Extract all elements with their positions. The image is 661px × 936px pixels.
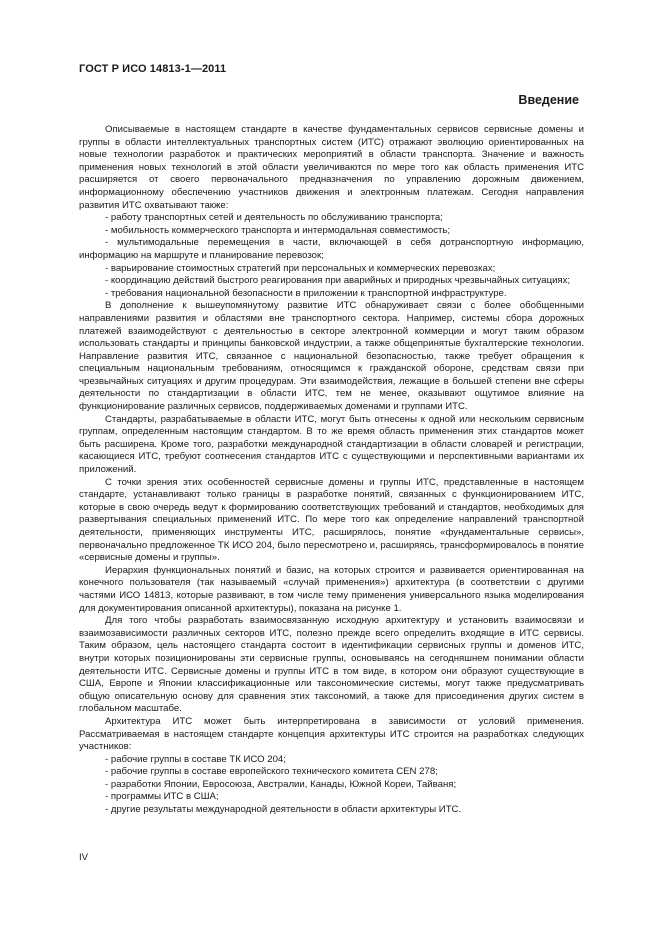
section-title: Введение (518, 93, 579, 107)
list-item: - рабочие группы в составе ТК ИСО 204; (105, 753, 286, 765)
list-item: - рабочие группы в составе европейского технического комитета CEN 278; (105, 766, 438, 778)
paragraph: Архитектура ИТС может быть интерпретирована в зависимости от условий применения. Рассматриваемая в настоящем стандарте концепция архитектуры ИТС строится на разработках следующих участников: (79, 715, 584, 753)
standard-header: ГОСТ Р ИСО 14813-1—2011 (79, 63, 227, 75)
paragraph: Для того чтобы разработать взаимосвязанную исходную архитектуру и установить взаимосвязи и взаимозависимости различных секторов ИТС, полезно прежде всего определить входящие в ИТС сервисы. Таким образом, цель настоящего стандарта состоит в идентификации сервисных группы и доменов ИТС, внутри которых позиционированы эти сервисные группы, основываясь на сегодняшнем понимании области деятельности ИТС. Сервисные домены и группы ИТС в том виде, в котором они образуют существующие в США, Европе и Японии классификационные или таксономические системы, могут также предусматривать общую описательную основу для сравнения этих таксономий, а также для присоединения других систем в глобальном масштабе. (79, 615, 584, 715)
bullet-list (79, 212, 584, 300)
list-item: - программы ИТС в США; (105, 791, 219, 803)
bullet-list (79, 754, 584, 817)
body-text (79, 124, 584, 817)
list-item: - разработки Японии, Евросоюза, Австралии, Канады, Южной Кореи, Тайваня; (105, 778, 457, 790)
list-item: - мультимодальные перемещения в части, включающей в себя дотранспортную информацию, информацию на маршруте и планирование перевозок; (79, 237, 584, 261)
paragraph: С точки зрения этих особенностей сервисные домены и группы ИТС, представленные в настоящем стандарте, устанавливают только границы в разработке понятий, связанных с функционированием ИТС, которые в свою очередь ведут к формированию соответствующих требований и стандартов, необходимых для развертывания специальных применений ИТС. По мере того как определение направлений транспортной деятельности, применяющих инструменты ИТС, расширялось, понятие «фундаментальные сервисы», первоначально предложенное ТК ИСО 204, было пересмотрено и, расширяясь, трансформировалось в понятие «сервисные домены и группы». (79, 476, 584, 564)
list-item: - варьирование стоимостных стратегий при персональных и коммерческих перевозках; (105, 262, 496, 274)
paragraph: Описываемые в настоящем стандарте в качестве фундаментальных сервисов сервисные домены и группы в области интеллектуальных транспортных систем (ИТС) отражают эволюцию ориентированных на новые технологии разработок и практических мероприятий в области транспорта. Значение и важность применения новых технологий в этой области увеличиваются по мере того как область применения ИТС расширяется от своего первоначального предназначения по управлению дорожным движением, информационному обеспечению участников движения и электронным платежам. Сегодня направления развития ИТС охватывают также: (79, 124, 584, 211)
paragraph: Стандарты, разрабатываемые в области ИТС, могут быть отнесены к одной или нескольким сервисным группам, определенным настоящим стандартом. В то же время область применения этих стандартов может быть расширена. Кроме того, разработки международной стандартизации в области словарей и регистрации, касающиеся ИТС, требуют соотнесения стандартов ИТС с существующими и перспективными вариантами их приложений. (79, 413, 584, 476)
paragraph: Иерархия функциональных понятий и базис, на которых строится и развивается ориентированная на конечного пользователя (так называемый «случай применения») архитектура (в соответствии с другими частями ИСО 14813, которые развивают, в том числе тему применения универсального языка моделирования для документирования описанной архитектуры), показана на рисунке 1. (79, 564, 584, 614)
list-item: - другие результаты международной деятельности в области архитектуры ИТС. (105, 804, 462, 816)
list-item: - мобильность коммерческого транспорта и интермодальная совместимость; (105, 224, 451, 236)
paragraph: В дополнение к вышеупомянутому развитие ИТС обнаруживает связи с более обобщенными направлениями развития и областями вне транспортного сектора. Например, системы сбора дорожных платежей взаимодействуют с деятельностью в секторе электронной коммерции и могут таким образом использовать стандарты и принципы банковской индустрии, а также общепринятые бухгалтерские технологии. Направление развития ИТС, связанное с национальной безопасностью, также требует обращения к специальным национальным требованиям, относящимся к гражданской обороне, средствам связи при чрезвычайных ситуациях и другим процедурам. Эти взаимодействия, лежащие в большей степени вне сферы деятельности по стандартизации в области ИТС, тем не менее, оказывают ощутимое влияние на функционирование различных сервисов, поддерживаемых доменами и группами ИТС. (79, 300, 584, 413)
list-item: - требования национальной безопасности в приложении к транспортной инфраструктуре. (105, 287, 507, 299)
list-item: - координацию действий быстрого реагирования при аварийных и природных чрезвычайных ситуациях; (105, 275, 571, 287)
list-item: - работу транспортных сетей и деятельность по обслуживанию транспорта; (105, 212, 443, 224)
page-number: IV (79, 852, 89, 863)
